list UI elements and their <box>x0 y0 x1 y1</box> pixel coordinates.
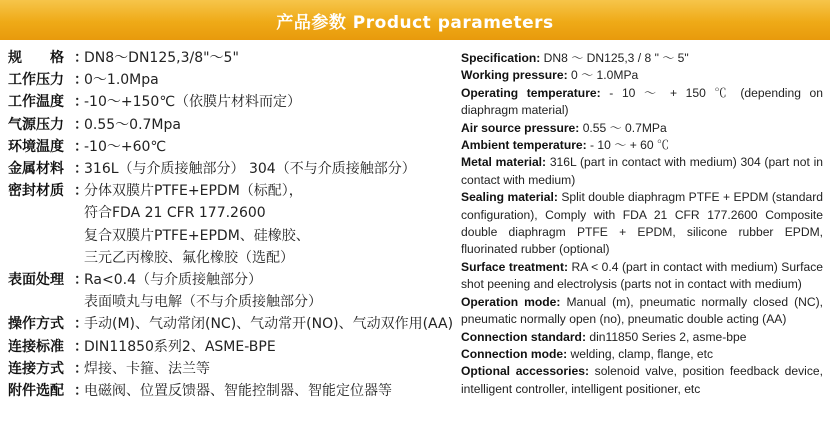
cn-param-value <box>84 69 448 91</box>
cn-param-value <box>84 114 448 136</box>
en-param-row <box>461 85 823 120</box>
cn-param-colon: ： <box>74 338 88 355</box>
cn-param-colon: ： <box>74 316 88 333</box>
cn-param-value-line: 316L（与介质接触部分） 304（不与介质接触部分） <box>84 161 416 178</box>
en-param-label: Connection standard: <box>461 329 586 344</box>
cn-param-colon: ： <box>74 94 88 111</box>
cn-param-colon: ： <box>74 360 88 377</box>
cn-param-label: 工作温度 <box>8 94 64 111</box>
cn-param-value <box>84 269 448 313</box>
en-param-label: Air source pressure: <box>461 120 580 135</box>
cn-param-colon: ： <box>74 138 88 155</box>
cn-param-label: 密封材质 <box>8 183 64 200</box>
header-banner <box>0 0 830 40</box>
cn-param-value <box>84 380 448 402</box>
cn-param-value-line: DN8～DN125,3/8"～5" <box>84 50 239 66</box>
cn-param-value <box>84 358 448 380</box>
cn-param-value <box>84 47 448 69</box>
cn-param-row <box>8 358 448 380</box>
en-param-value: solenoid valve, position feedback device, intelligent controller, intelligent positioner, etc <box>461 364 823 396</box>
cn-param-colon: ： <box>74 116 88 133</box>
cn-param-row <box>8 114 448 136</box>
en-param-value: welding, clamp, flange, etc <box>570 346 714 361</box>
en-param-row <box>461 189 823 259</box>
cn-param-value <box>84 336 448 358</box>
cn-param-value-line: DIN11850系列2、ASME-BPE <box>84 338 276 355</box>
cn-param-value-line: 0～1.0Mpa <box>84 72 159 89</box>
cn-param-value-line: 0.55～0.7Mpa <box>84 116 181 133</box>
en-param-row <box>461 137 823 154</box>
en-param-row <box>461 50 823 67</box>
cn-param-label: 表面处理 <box>8 272 64 289</box>
en-param-label: Operating temperature: <box>461 85 601 100</box>
cn-param-label: 工作压力 <box>8 72 64 89</box>
cn-param-colon: ： <box>74 183 88 200</box>
en-param-value: 316L (part in contact with medium) 304 (part not in contact with medium) <box>461 155 823 187</box>
en-param-row <box>461 67 823 84</box>
en-param-row <box>461 363 823 398</box>
cn-param-value <box>84 91 448 113</box>
cn-param-label: 规 格 <box>8 50 64 66</box>
cn-param-row <box>8 380 448 402</box>
cn-param-row <box>8 136 448 158</box>
en-param-row <box>461 120 823 137</box>
cn-param-row <box>8 69 448 91</box>
en-param-value: RA < 0.4 (part in contact with medium) Surface shot peening and electrolysis (parts not in contact with medium) <box>461 259 823 292</box>
cn-param-value-line: 手动(M)、气动常闭(NC)、气动常开(NO)、气动双作用(AA) <box>84 316 454 333</box>
cn-param-value-line: 符合FDA 21 CFR 177.2600 <box>84 205 266 222</box>
cn-param-value-line: Ra<0.4（与介质接触部分） <box>84 272 262 289</box>
en-param-value: din11850 Series 2, asme-bpe <box>589 329 747 344</box>
cn-params-list <box>8 47 454 402</box>
en-param-value: - 10 ～ + 60 ℃ <box>590 138 670 153</box>
cn-param-value <box>84 180 448 269</box>
en-param-value: Split double diaphragm PTFE + EPDM (standard configuration), Comply with FDA 21 CFR 177.2600 Composite double diaphragm PTFE + EPDM, silicone rubber EPDM, fluorinated rubber (optional) <box>461 190 823 257</box>
cn-param-row <box>8 91 448 113</box>
en-params-list <box>461 50 823 398</box>
en-param-row <box>461 294 823 329</box>
en-param-row <box>461 346 823 363</box>
en-param-label: Connection mode: <box>461 346 568 361</box>
cn-param-label: 环境温度 <box>8 138 64 155</box>
cn-param-label: 气源压力 <box>8 116 64 133</box>
cn-param-value <box>84 313 453 335</box>
cn-param-value-line: -10～+60℃ <box>84 138 167 155</box>
en-param-label: Sealing material: <box>461 190 558 205</box>
cn-param-value-line: 焊接、卡箍、法兰等 <box>84 360 210 377</box>
en-param-label: Surface treatment: <box>461 259 568 274</box>
cn-param-value-line: 复合双膜片PTFE+EPDM、硅橡胶、 <box>84 227 310 244</box>
cn-param-row <box>8 180 448 269</box>
en-param-label: Optional accessories: <box>461 364 589 379</box>
en-param-row <box>461 154 823 189</box>
cn-param-row <box>8 158 448 180</box>
cn-param-colon: ： <box>74 272 88 289</box>
en-param-label: Metal material: <box>461 155 547 170</box>
cn-param-colon: ： <box>74 383 88 400</box>
cn-param-row <box>8 336 448 358</box>
cn-param-label: 连接标准 <box>8 338 64 355</box>
cn-param-colon: ： <box>74 50 88 66</box>
page-title: 产品参数 Product parameters <box>276 12 554 33</box>
cn-param-label: 操作方式 <box>8 316 64 333</box>
cn-param-value-line: 分体双膜片PTFE+EPDM（标配）， <box>84 183 303 200</box>
en-param-label: Ambient temperature: <box>461 138 587 153</box>
cn-param-value-line: -10～+150℃（依膜片材料而定） <box>84 94 302 111</box>
en-param-label: Working pressure: <box>461 68 568 83</box>
cn-param-colon: ： <box>74 72 88 89</box>
en-param-row <box>461 259 823 294</box>
cn-param-label: 附件选配 <box>8 383 64 400</box>
cn-param-label: 金属材料 <box>8 161 64 178</box>
en-param-row <box>461 329 823 346</box>
cn-param-value-line: 表面喷丸与电解（不与介质接触部分） <box>84 294 322 311</box>
cn-param-value <box>84 136 448 158</box>
cn-param-value-line: 电磁阀、位置反馈器、智能控制器、智能定位器等 <box>84 383 392 400</box>
cn-param-value-line: 三元乙丙橡胶、氟化橡胶（选配） <box>84 249 294 266</box>
en-param-value: 0 ～ 1.0MPa <box>571 68 639 83</box>
en-param-value: DN8 ～ DN125,3 / 8 " ～ 5" <box>543 51 689 65</box>
cn-param-row <box>8 47 448 69</box>
en-param-value: - 10 ～ + 150 ℃ (depending on diaphragm material) <box>461 85 823 118</box>
cn-param-row <box>8 313 454 335</box>
cn-param-value <box>84 158 448 180</box>
en-param-value: 0.55 ～ 0.7MPa <box>582 120 667 135</box>
en-param-label: Specification: <box>461 51 541 65</box>
cn-param-colon: ： <box>74 161 88 178</box>
en-param-label: Operation mode: <box>461 294 561 309</box>
cn-param-row <box>8 269 448 313</box>
en-param-value: Manual (m), pneumatic normally closed (NC), pneumatic normally open (no), pneumatic double acting (AA) <box>461 294 823 327</box>
cn-param-label: 连接方式 <box>8 360 64 377</box>
